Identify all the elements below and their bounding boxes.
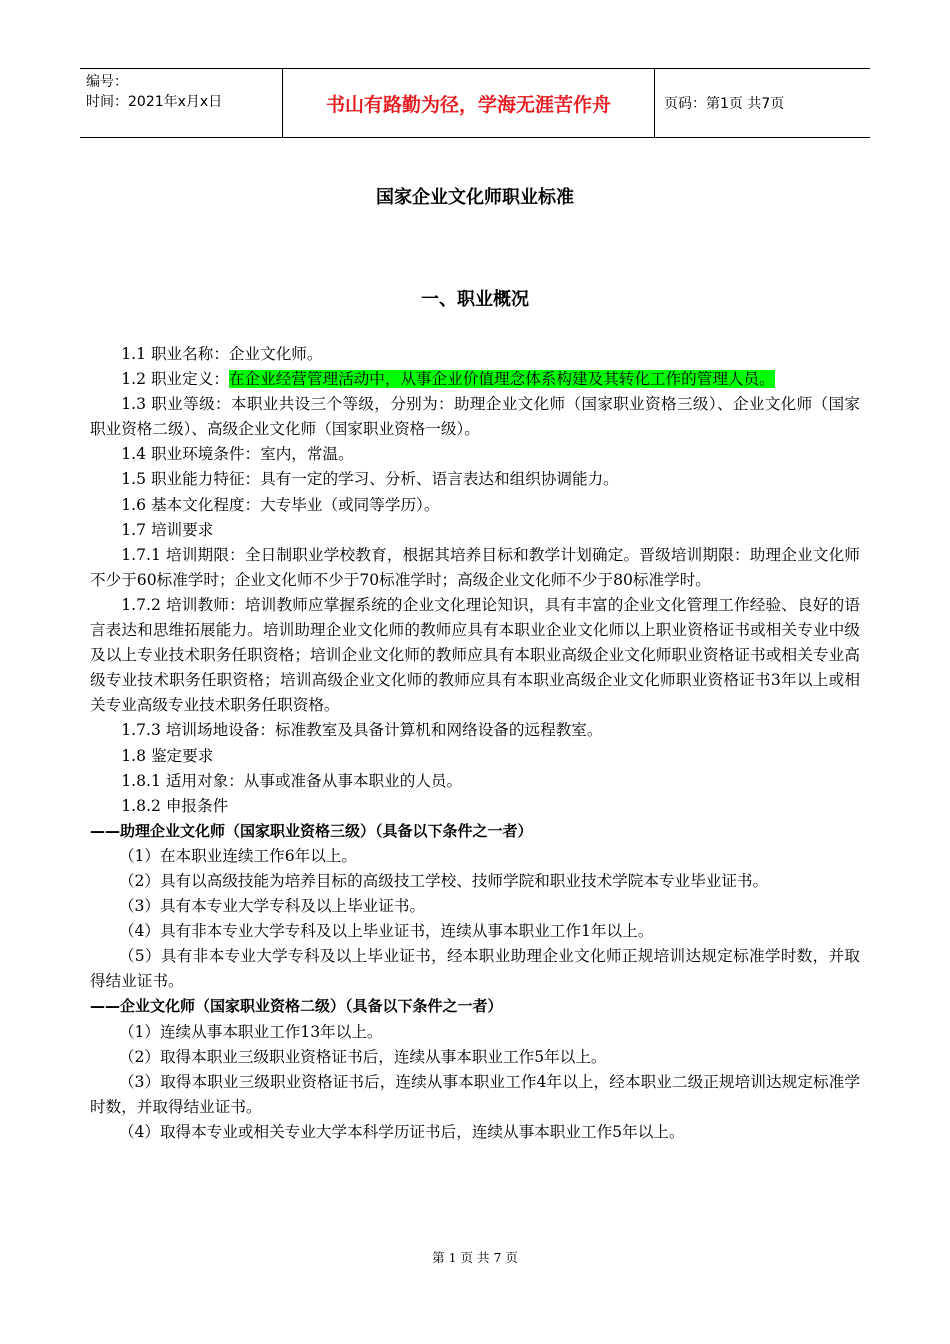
header-motto-cell bbox=[283, 69, 655, 137]
list-item: （5）具有非本专业大学专科及以上毕业证书，经本职业助理企业文化师正规培训达规定标准学时数，并取得结业证书。 bbox=[90, 947, 860, 991]
header-meta-cell bbox=[80, 69, 283, 137]
paragraph: 1.5 职业能力特征：具有一定的学习、分析、语言表达和组织协调能力。 bbox=[121, 470, 619, 489]
subheading-culturist: ——企业文化师（国家职业资格二级）（具备以下条件之一者） bbox=[90, 997, 503, 1016]
list-item: （2）取得本职业三级职业资格证书后，连续从事本职业工作5年以上。 bbox=[118, 1047, 607, 1066]
list-item: （4）取得本专业或相关专业大学本科学历证书后，连续从事本职业工作5年以上。 bbox=[118, 1122, 685, 1141]
motto: 书山有路勤为径，学海无涯苦作舟 bbox=[325, 93, 611, 116]
subheading-assistant: ——助理企业文化师（国家职业资格三级）（具备以下条件之一者） bbox=[90, 821, 533, 840]
paragraph: 1.8.1 适用对象：从事或准备从事本职业的人员。 bbox=[121, 771, 463, 790]
document-title: 国家企业文化师职业标准 bbox=[376, 187, 574, 208]
highlighted-definition: 在企业经营管理活动中，从事企业价值理念体系构建及其转化工作的管理人员。 bbox=[228, 370, 775, 389]
body-text bbox=[90, 342, 860, 1145]
list-item: （1）在本职业连续工作6年以上。 bbox=[118, 846, 358, 865]
section-title: 一、职业概况 bbox=[421, 289, 529, 310]
list-item: （3）取得本职业三级职业资格证书后，连续从事本职业工作4年以上，经本职业二级正规培训达规定标准学时数，并取得结业证书。 bbox=[90, 1072, 860, 1116]
header-table bbox=[80, 68, 870, 138]
list-item: （4）具有非本专业大学专科及以上毕业证书，连续从事本职业工作1年以上。 bbox=[118, 922, 654, 941]
header-page-cell bbox=[655, 69, 870, 137]
paragraph-definition bbox=[90, 367, 860, 392]
paragraph: 1.7.3 培训场地设备：标准教室及具备计算机和网络设备的远程教室。 bbox=[121, 721, 603, 740]
paragraph: 1.4 职业环境条件：室内，常温。 bbox=[121, 445, 354, 464]
list-item: （2）具有以高级技能为培养目标的高级技工学校、技师学院和职业技术学院本专业毕业证书。 bbox=[118, 871, 769, 890]
list-item: （3）具有本专业大学专科及以上毕业证书。 bbox=[118, 897, 426, 916]
number-label: 编号： bbox=[86, 74, 128, 90]
paragraph: 1.7.2 培训教师：培训教师应掌握系统的企业文化理论知识，具有丰富的企业文化管理工作经验、良好的语言表达和思维拓展能力。培训助理企业文化师的教师应具有本职业企业文化师以上职业资格证书或相关专业中级及以上专业技术职务任职资格；培训企业文化师的教师应具有本职业高级企业文化师职业资格证书或相关专业高级专业技术职务任职资格；培训高级企业文化师的教师应具有本职业高级企业文化师职业资格证书3年以上或相关专业高级专业技术职务任职资格。 bbox=[90, 595, 860, 715]
page-footer: 第 1 页 共 7 页 bbox=[432, 1250, 518, 1265]
paragraph: 1.8 鉴定要求 bbox=[121, 746, 214, 765]
page-label: 页码：第1页 共7页 bbox=[664, 96, 785, 112]
date-label: 时间：2021年x月x日 bbox=[86, 94, 223, 110]
paragraph: 1.7.1 培训期限：全日制职业学校教育，根据其培养目标和教学计划确定。晋级培训期限：助理企业文化师不少于60标准学时；企业文化师不少于70标准学时；高级企业文化师不少于80标准学时。 bbox=[90, 545, 860, 589]
paragraph: 1.8.2 申报条件 bbox=[121, 796, 229, 815]
paragraph: 1.3 职业等级：本职业共设三个等级，分别为：助理企业文化师（国家职业资格三级）、企业文化师（国家职业资格二级）、高级企业文化师（国家职业资格一级）。 bbox=[90, 395, 860, 439]
paragraph: 1.6 基本文化程度：大专毕业（或同等学历）。 bbox=[121, 495, 440, 514]
list-item: （1）连续从事本职业工作13年以上。 bbox=[118, 1022, 383, 1041]
definition-lead: 1.2 职业定义： bbox=[121, 370, 229, 389]
paragraph: 1.7 培训要求 bbox=[121, 520, 214, 539]
paragraph: 1.1 职业名称：企业文化师。 bbox=[121, 345, 323, 363]
